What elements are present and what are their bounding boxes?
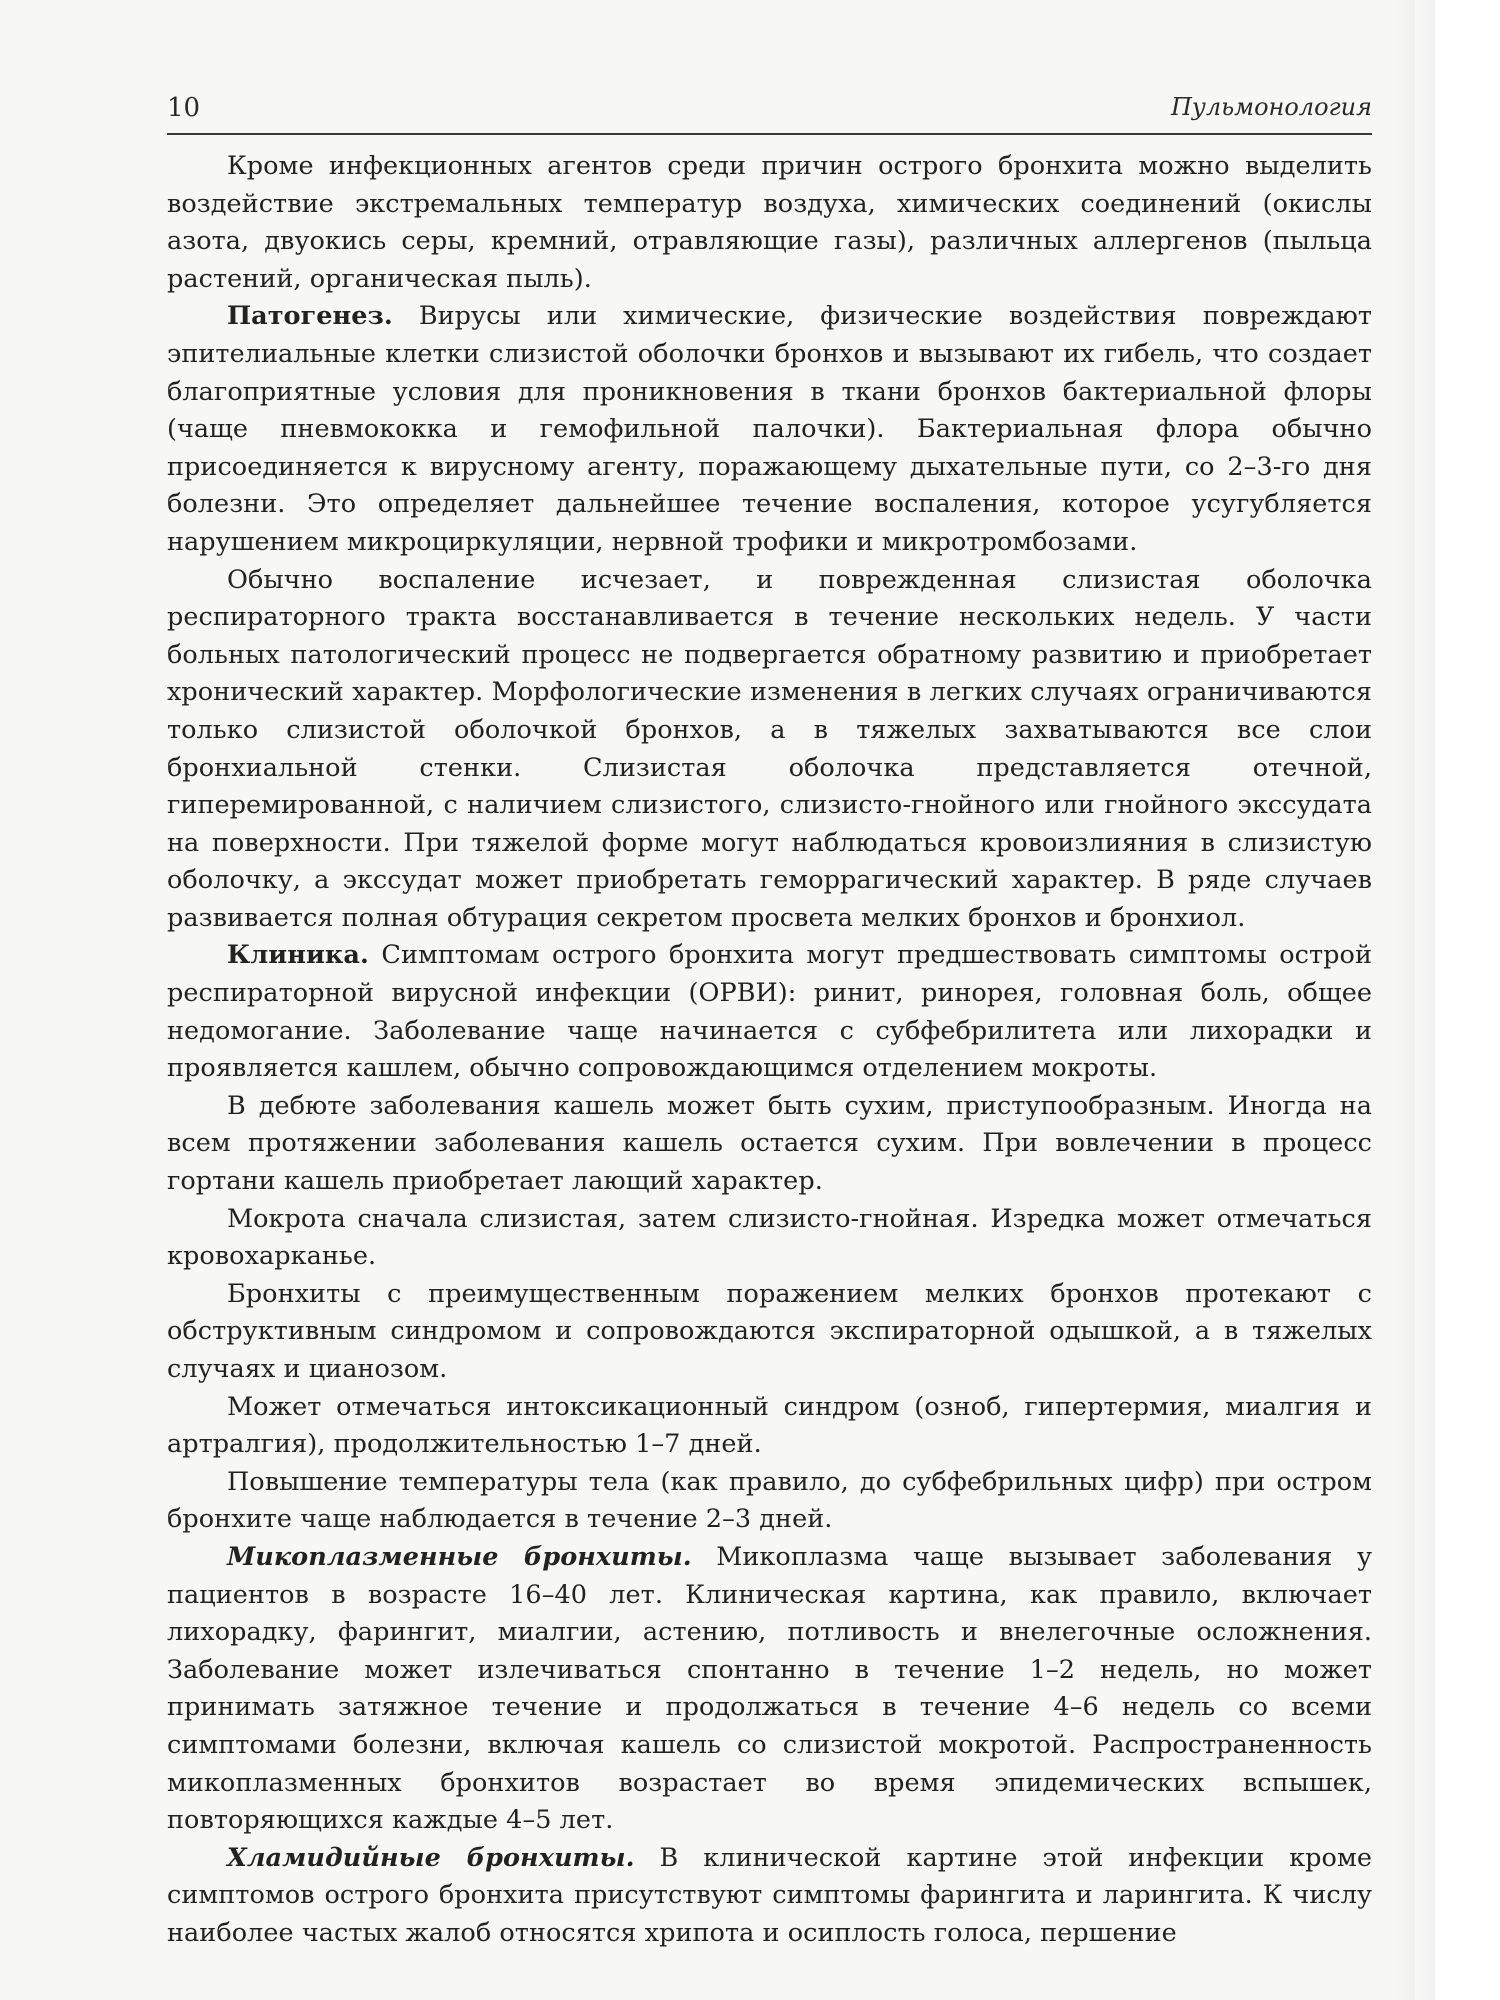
paragraph-text: Бронхиты с преимущественным поражением мелких бронхов протекают с обструктивным синдромом и сопровождаются экспираторной одышкой, а в тяжелых случаях и цианозом.	[167, 1278, 1372, 1384]
paragraph-temperature	[167, 1464, 1372, 1539]
paragraph-text: Обычно воспаление исчезает, и поврежденная слизистая оболочка респираторного тракта восстанавливается в течение нескольких недель. У части больных патологический процесс не подвергается обратному развитию и приобретает хронический характер. Морфологические изменения в легких случаях ограничиваются только слизистой оболочкой бронхов, а в тяжелых захватываются все слои бронхиальной стенки. Слизистая оболочка представляется отечной, гиперемированной, с наличием слизистого, слизисто-гнойного или гнойного экссудата на поверхности. При тяжелой форме могут наблюдаться кровоизлияния в слизистую оболочку, а экссудат может приобретать геморрагический характер. В ряде случаев развивается полная обтурация секретом просвета мелких бронхов и бронхиол.	[167, 564, 1372, 933]
page-header	[167, 93, 1372, 133]
paragraph-mycoplasma	[167, 1539, 1372, 1840]
paragraph-pathogenesis	[167, 298, 1372, 561]
paragraph-text: Вирусы или химические, физические воздействия повреждают эпителиальные клетки слизистой оболочки бронхов и вызывают их гибель, что создает благоприятные условия для проникновения в ткани бронхов бактериальной флоры (чаще пневмококка и гемофильной палочки). Бактериальная флора обычно присоединяется к вирусному агенту, поражающему дыхательные пути, со 2–3-го дня болезни. Это определяет дальнейшее течение воспаления, которое усугубляется нарушением микроциркуляции, нервной трофики и микротромбозами.	[167, 301, 1372, 557]
paragraph-causes	[167, 148, 1372, 298]
body-text	[167, 148, 1372, 1953]
paragraph-morphology	[167, 562, 1372, 938]
paragraph-obstruction	[167, 1276, 1372, 1389]
paragraph-cough	[167, 1088, 1372, 1201]
paragraph-text: Кроме инфекционных агентов среди причин острого бронхита можно выделить воздействие экстремальных температур воздуха, химических соединений (окислы азота, двуокись серы, кремний, отравляющие газы), различных аллергенов (пыльца растений, органическая пыль).	[167, 151, 1372, 294]
header-rule	[167, 133, 1372, 135]
paragraph-intoxication	[167, 1389, 1372, 1464]
running-title: Пульмонология	[1170, 93, 1372, 121]
paragraph-text: В клинической картине этой инфекции кроме симптомов острого бронхита присутствуют симптомы фарингита и ларингита. К числу наиболее частых жалоб относятся хрипота и осиплость голоса, першение	[167, 1842, 1372, 1948]
page-edge-shadow	[1395, 0, 1435, 2000]
section-heading-mycoplasma: Микоплазменные бронхиты.	[227, 1541, 692, 1572]
paragraph-text: Мокрота сначала слизистая, затем слизисто-гнойная. Изредка может отмечаться кровохарканье.	[167, 1203, 1372, 1272]
paragraph-sputum	[167, 1201, 1372, 1276]
paragraph-text: Повышение температуры тела (как правило, до субфебрильных цифр) при остром бронхите чаще наблюдается в течение 2–3 дней.	[167, 1466, 1372, 1535]
section-heading-clinic: Клиника.	[227, 940, 369, 971]
paragraph-text: Может отмечаться интоксикационный синдром (озноб, гипертермия, миалгия и артралгия), продолжительностью 1–7 дней.	[167, 1391, 1372, 1460]
paragraph-text: Микоплазма чаще вызывает заболевания у пациентов в возрасте 16–40 лет. Клиническая картина, как правило, включает лихорадку, фарингит, миалгии, астению, потливость и внелегочные осложнения. Заболевание может излечиваться спонтанно в течение 1–2 недель, но может принимать затяжное течение и продолжаться в течение 4–6 недель со всеми симптомами болезни, включая кашель со слизистой мокротой. Распространенность микоплазменных бронхитов возрастает во время эпидемических вспышек, повторяющихся каждые 4–5 лет.	[167, 1541, 1373, 1836]
paragraph-text: Симптомам острого бронхита могут предшествовать симптомы острой респираторной вирусной инфекции (ОРВИ): ринит, ринорея, головная боль, общее недомогание. Заболевание чаще начинается с субфебрилитета или лихорадки и проявляется кашлем, обычно сопровождающимся отделением мокроты.	[167, 940, 1372, 1084]
page-number: 10	[167, 93, 201, 123]
paragraph-clinic	[167, 937, 1372, 1087]
paragraph-chlamydia	[167, 1840, 1372, 1953]
section-heading-pathogenesis: Патогенез.	[227, 301, 393, 332]
paragraph-text: В дебюте заболевания кашель может быть сухим, приступообразным. Иногда на всем протяжении заболевания кашель остается сухим. При вовлечении в процесс гортани кашель приобретает лающий характер.	[167, 1090, 1372, 1197]
section-heading-chlamydia: Хламидийные бронхиты.	[227, 1842, 635, 1873]
